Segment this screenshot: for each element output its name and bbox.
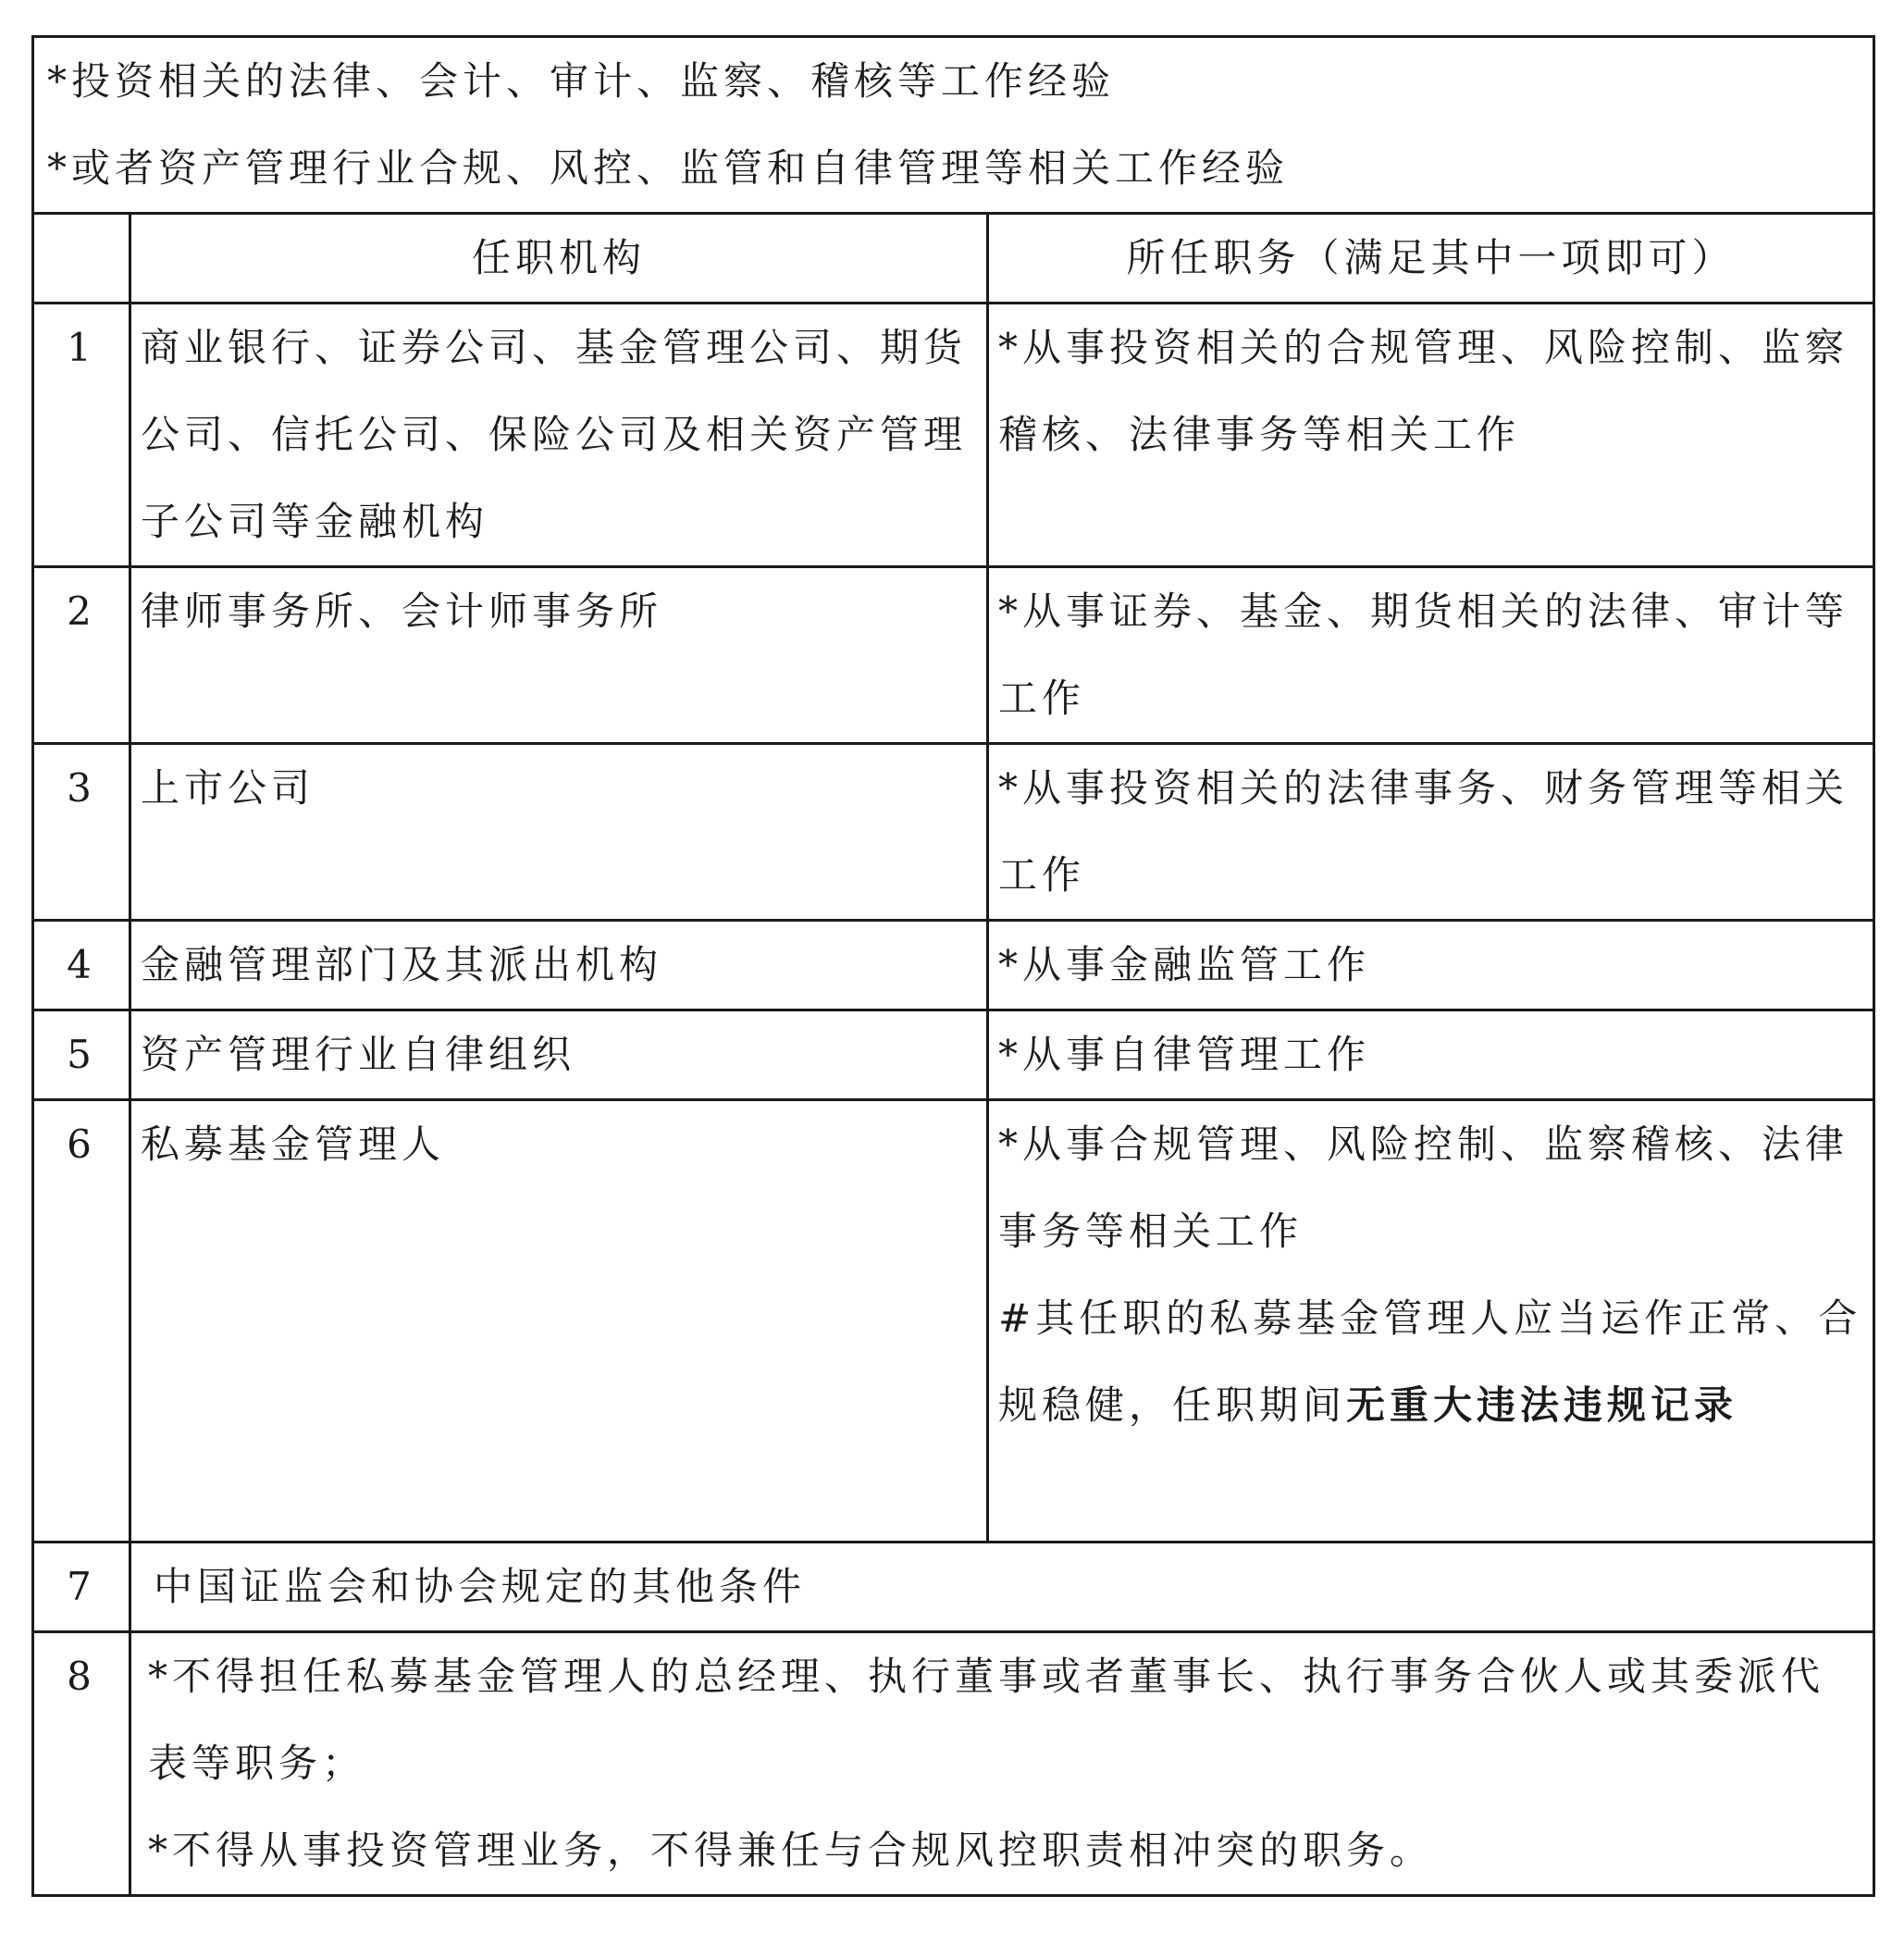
row-number: 6 xyxy=(33,1100,130,1543)
row-position: *从事自律管理工作 xyxy=(988,1010,1874,1100)
table-row xyxy=(33,744,1874,921)
table-row xyxy=(33,1010,1874,1100)
row-note-plain: #其任职的私募基金管理人应当运作正常、合规稳健，任职期间 xyxy=(998,1295,1862,1428)
row-number: 3 xyxy=(33,744,130,921)
table-row xyxy=(33,567,1874,744)
row-position: *从事证券、基金、期货相关的法律、审计等工作 xyxy=(988,567,1874,744)
table-row xyxy=(33,1543,1874,1632)
row-number: 1 xyxy=(33,304,130,567)
row-position: *从事投资相关的法律事务、财务管理等相关工作 xyxy=(988,744,1874,921)
row-org: 资产管理行业自律组织 xyxy=(130,1010,988,1100)
intro-cell xyxy=(33,37,1874,214)
row-position: *从事投资相关的合规管理、风险控制、监察稽核、法律事务等相关工作 xyxy=(988,304,1874,567)
intro-line-2: *或者资产管理行业合规、风控、监管和自律管理等相关工作经验 xyxy=(47,145,1290,191)
row-note xyxy=(998,1275,1863,1449)
requirements-table xyxy=(31,35,1875,1897)
row-org: 商业银行、证券公司、基金管理公司、期货公司、信托公司、保险公司及相关资产管理子公司等金融机构 xyxy=(130,304,988,567)
table-row xyxy=(33,921,1874,1010)
row-number: 5 xyxy=(33,1010,130,1100)
row-number: 2 xyxy=(33,567,130,744)
table-row xyxy=(33,1632,1874,1896)
row-org: 律师事务所、会计师事务所 xyxy=(130,567,988,744)
row-org: 上市公司 xyxy=(130,744,988,921)
intro-line-1: *投资相关的法律、会计、审计、监察、稽核等工作经验 xyxy=(47,58,1116,104)
row-note-bold: 无重大违法违规记录 xyxy=(1346,1382,1738,1428)
table-row xyxy=(33,304,1874,567)
header-position: 所任职务（满足其中一项即可） xyxy=(988,214,1874,304)
row-org: 金融管理部门及其派出机构 xyxy=(130,921,988,1010)
row-number: 8 xyxy=(33,1632,130,1896)
row-text-1: *不得担任私募基金管理人的总经理、执行董事或者董事长、执行事务合伙人或其委派代表等职务； xyxy=(148,1654,1825,1786)
row-text-2: *不得从事投资管理业务，不得兼任与合规风控职责相冲突的职务。 xyxy=(148,1828,1434,1873)
intro-row xyxy=(33,37,1874,214)
table-row xyxy=(33,1100,1874,1543)
row-position: *从事合规管理、风险控制、监察稽核、法律事务等相关工作 xyxy=(998,1121,1849,1254)
row-position-cell xyxy=(988,1100,1874,1543)
row-number: 7 xyxy=(33,1543,130,1632)
row-text: 中国证监会和协会规定的其他条件 xyxy=(130,1543,1874,1632)
header-org: 任职机构 xyxy=(130,214,988,304)
header-number xyxy=(33,214,130,304)
row-position: *从事金融监管工作 xyxy=(988,921,1874,1010)
row-org: 私募基金管理人 xyxy=(130,1100,988,1543)
row-number: 4 xyxy=(33,921,130,1010)
header-row xyxy=(33,214,1874,304)
row-text-cell xyxy=(130,1632,1874,1896)
